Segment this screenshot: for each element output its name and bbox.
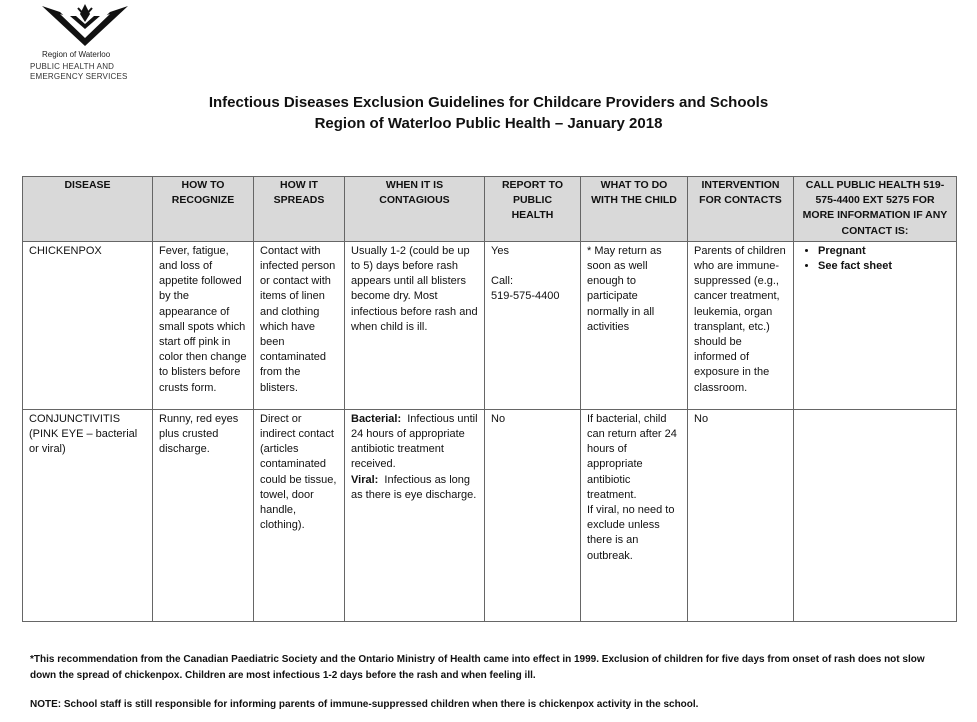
header-how-it-spreads: HOW IT SPREADS — [254, 177, 345, 242]
list-item: • See fact sheet — [818, 259, 950, 274]
exclusion-guidelines-table — [22, 176, 957, 622]
cell-intervention: Parents of children who are immune-suppressed (e.g., cancer treatment, leukemia, organ transplant, etc.) should be informed of exposure in the classroom. — [688, 241, 794, 409]
cell-what-to-do — [581, 409, 688, 621]
logo-department: PUBLIC HEALTH AND EMERGENCY SERVICES — [30, 62, 128, 81]
cell-call-public-health — [794, 409, 957, 621]
title-line-2: Region of Waterloo Public Health – January 2018 — [314, 115, 663, 132]
cell-spreads: Contact with infected person or contact with items of linen and clothing which have been contaminated from the blisters. — [254, 241, 345, 409]
cell-recognize: Fever, fatigue, and loss of appetite followed by the appearance of small spots which start off pink in color then change to blisters before crusts form. — [153, 241, 254, 409]
contagious-bacterial-label: Bacterial: — [351, 412, 402, 425]
header-disease: DISEASE — [23, 177, 153, 242]
cell-intervention: No — [688, 409, 794, 621]
cell-call-public-health — [794, 241, 957, 409]
cell-disease: CHICKENPOX — [23, 241, 153, 409]
what-to-do-bacterial: If bacterial, child can return after 24 hours of appropriate antibiotic treatment. — [587, 412, 677, 501]
header-how-to-recognize: HOW TO RECOGNIZE — [153, 177, 254, 242]
contagious-bacterial-text: Infectious until 24 hours of appropriate antibiotic treatment received. — [351, 412, 481, 471]
contagious-viral-text: Infectious as long as there is eye discharge. — [351, 473, 477, 501]
list-item: • Pregnant — [818, 244, 950, 259]
header-call-public-health: CALL PUBLIC HEALTH 519-575-4400 EXT 5275 FOR MORE INFORMATION IF ANY CONTACT IS: — [794, 177, 957, 242]
cell-recognize: Runny, red eyes plus crusted discharge. — [153, 409, 254, 621]
header-report: REPORT TO PUBLIC HEALTH — [485, 177, 581, 242]
report-call-label: Call: — [491, 275, 514, 288]
contagious-viral-label: Viral: — [351, 473, 379, 486]
table-header-row — [23, 177, 957, 242]
header-when-contagious: WHEN IT IS CONTAGIOUS — [345, 177, 485, 242]
cell-spreads: Direct or indirect contact (articles contaminated could be tissue, towel, door handle, clothing). — [254, 409, 345, 621]
report-phone: 519-575-4400 — [491, 290, 560, 303]
logo-region-name: Region of Waterloo — [42, 50, 111, 59]
contact-list — [800, 244, 950, 274]
footnote-chickenpox: *This recommendation from the Canadian Paediatric Society and the Ontario Ministry of Health came into effect in 1999. Exclusion of children for five days from onset of rash does not slow down the spread of chickenpox. Children are most infectious 1-2 days before the rash and when feeling ill. — [30, 654, 925, 681]
cell-contagious — [345, 409, 485, 621]
cell-report: No — [485, 409, 581, 621]
title-line-1: Infectious Diseases Exclusion Guidelines for Childcare Providers and Schools — [208, 94, 769, 111]
table-row-conjunctivitis — [23, 409, 957, 621]
waterloo-logo-icon — [40, 2, 130, 48]
cell-contagious: Usually 1-2 (could be up to 5) days before rash appears until all blisters become dry. Most infectious before rash and when child is ill. — [345, 241, 485, 409]
cell-what-to-do: * May return as soon as well enough to participate normally in all activities — [581, 241, 688, 409]
header-what-to-do: WHAT TO DO WITH THE CHILD — [581, 177, 688, 242]
footnote-staff-note: NOTE: School staff is still responsible for informing parents of immune-suppressed children when there is chickenpox activity in the school. — [30, 699, 699, 710]
cell-disease: CONJUNCTIVITIS (PINK EYE – bacterial or viral) — [23, 409, 153, 621]
cell-report — [485, 241, 581, 409]
region-logo — [30, 2, 140, 82]
what-to-do-viral: If viral, no need to exclude unless there is an outbreak. — [587, 504, 675, 562]
table-row-chickenpox — [23, 241, 957, 409]
report-answer: Yes — [491, 244, 509, 257]
header-intervention: INTERVENTION FOR CONTACTS — [688, 177, 794, 242]
document-title — [0, 92, 977, 134]
